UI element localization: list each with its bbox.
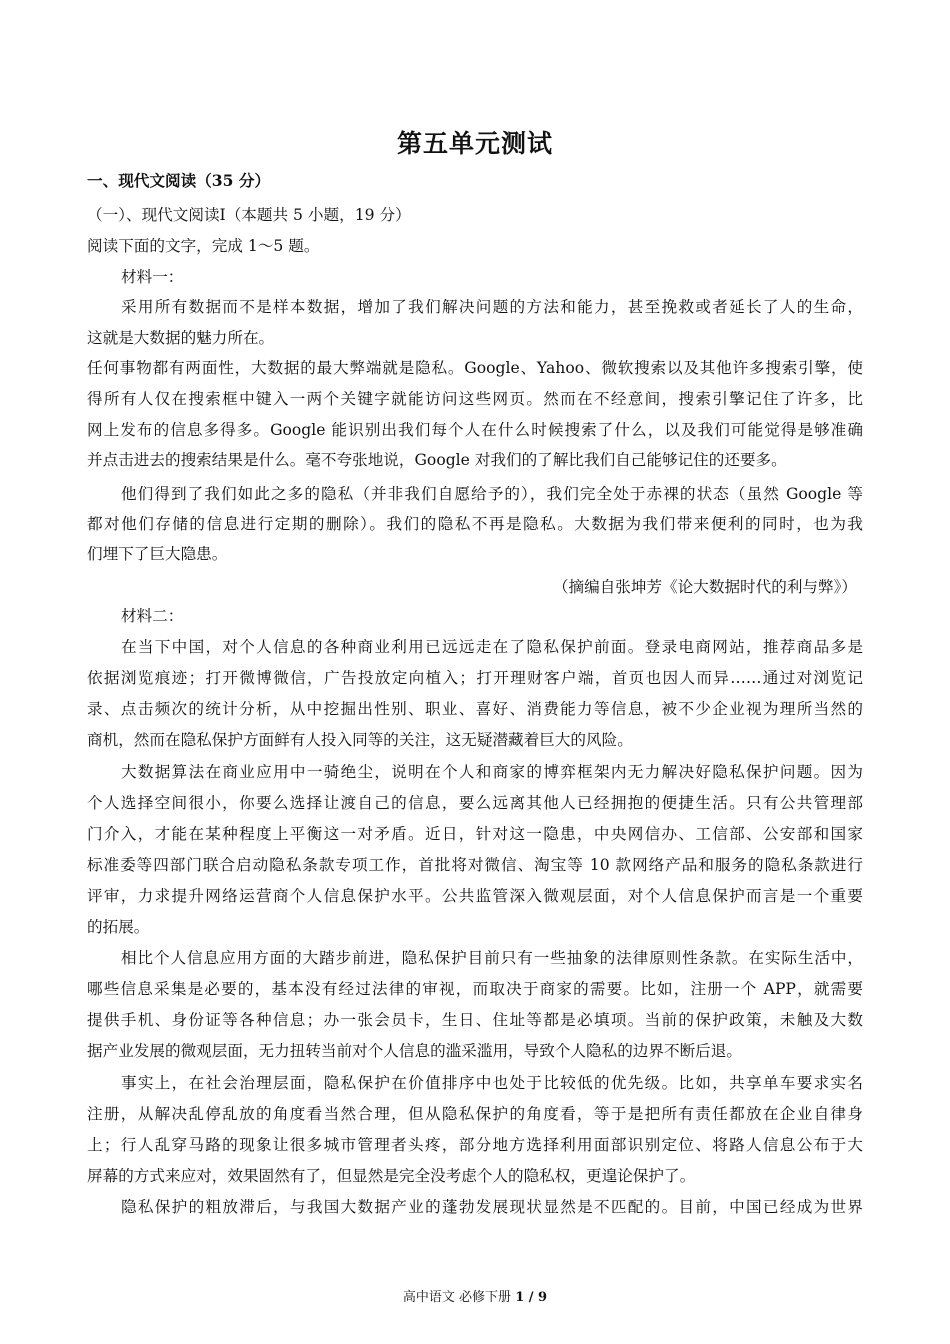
- page-footer: [0, 1286, 950, 1305]
- paragraph-line: 们埋下了巨大隐患。: [87, 545, 228, 563]
- subsection-heading: （一）、现代文阅读Ⅰ（本题共 5 小题，19 分）: [87, 206, 411, 224]
- paragraph-line: 事实上，在社会治理层面，隐私保护在价值排序中也处于比较低的优先级。比如，共享单车要求实名: [121, 1074, 863, 1092]
- page-number: 1 / 9: [515, 1290, 548, 1305]
- paragraph-line: 依据浏览痕迹；打开微博微信，广告投放定向植入；打开理财客户端，首页也因人而异……通过对浏览记: [87, 669, 863, 687]
- paragraph-line: 隐私保护的粗放滞后，与我国大数据产业的蓬勃发展现状显然是不匹配的。目前，中国已经成为世界: [121, 1198, 863, 1216]
- paragraph-line: 上；行人乱穿马路的现象让很多城市管理者头疼，部分地方选择利用面部识别定位、将路人信息公布于大: [87, 1136, 863, 1154]
- paragraph-line: 任何事物都有两面性，大数据的最大弊端就是隐私。Google、Yahoo、微软搜索以及其他许多搜索引擎，使: [87, 359, 863, 377]
- paragraph-line: 据产业发展的微观层面，无力扭转当前对个人信息的滥采滥用，导致个人隐私的边界不断后退。: [87, 1042, 742, 1060]
- paragraph-line: 评审，力求提升网络运营商个人信息保护水平。公共监管深入微观层面，对个人信息保护而言是一个重要: [87, 887, 863, 905]
- paragraph-line: 哪些信息采集是必要的，基本没有经过法律的审视，而取决于商家的需要。比如，注册一个 APP，就需要: [87, 980, 863, 998]
- paragraph-line: 门介入，才能在某种程度上平衡这一对矛盾。近日，针对这一隐患，中央网信办、工信部、公安部和国家: [87, 825, 863, 843]
- section-heading: 一、现代文阅读（35 分）: [87, 171, 271, 190]
- material-two-label: 材料二：: [121, 607, 184, 625]
- paragraph-line: 相比个人信息应用方面的大踏步前进，隐私保护目前只有一些抽象的法律原则性条款。在实际生活中，: [121, 949, 863, 967]
- paragraph-line: 商机，然而在隐私保护方面鲜有人投入同等的关注，这无疑潜藏着巨大的风险。: [87, 731, 633, 749]
- paragraph-line: 他们得到了我们如此之多的隐私（并非我们自愿给予的），我们完全处于赤裸的状态（虽然 Google 等: [121, 485, 863, 503]
- paragraph-line: 并点击进去的搜索结果是什么。毫不夸张地说，Google 对我们的了解比我们自己能够记住的还要多。: [87, 451, 787, 469]
- paragraph-line: 采用所有数据而不是样本数据，增加了我们解决问题的方法和能力，甚至挽救或者延长了人的生命，: [121, 298, 863, 316]
- paragraph-line: 提供手机、身份证等各种信息；办一张会员卡，生日、住址等都是必填项。当前的保护政策，未触及大数: [87, 1011, 863, 1029]
- paragraph-line: 录、点击频次的统计分析，从中挖掘出性别、职业、喜好、消费能力等信息，被不少企业视为理所当然的: [87, 700, 863, 718]
- paragraph-line: 标准委等四部门联合启动隐私条款专项工作，首批将对微信、淘宝等 10 款网络产品和服务的隐私条款进行: [87, 856, 863, 874]
- page-title: 第五单元测试: [396, 129, 553, 158]
- paragraph-line: 网上发布的信息多得多。Google 能识别出我们每个人在什么时候搜索了什么，以及我们可能觉得是够准确: [87, 421, 863, 439]
- paragraph-line: 的拓展。: [87, 918, 150, 936]
- paragraph-line: 屏幕的方式来应对，效果固然有了，但显然是完全没考虑个人的隐私权，更遑论保护了。: [87, 1167, 696, 1185]
- paragraph-line: 注册，从解决乱停乱放的角度看当然合理，但从隐私保护的角度看，等于是把所有责任都放在企业自律身: [87, 1105, 863, 1123]
- instruction-text: 阅读下面的文字，完成 1～5 题。: [87, 237, 320, 255]
- paragraph-line: 大数据算法在商业应用中一骑绝尘，说明在个人和商家的博弈框架内无力解决好隐私保护问题。因为: [121, 763, 863, 781]
- material-one-label: 材料一：: [121, 268, 184, 286]
- paragraph-line: 个人选择空间很小，你要么选择让渡自己的信息，要么远离其他人已经拥抱的便捷生活。只有公共管理部: [87, 794, 863, 812]
- paragraph-line: 都对他们存储的信息进行定期的删除）。我们的隐私不再是隐私。大数据为我们带来便利的同时，也为我: [87, 515, 863, 533]
- source-citation: （摘编自张坤芳《论大数据时代的利与弊》）: [552, 578, 857, 596]
- footer-text: 高中语文 必修下册: [402, 1290, 516, 1305]
- paragraph-line: 在当下中国，对个人信息的各种商业利用已远远走在了隐私保护前面。登录电商网站，推荐商品多是: [121, 638, 863, 656]
- paragraph-line: 这就是大数据的魅力所在。: [87, 329, 275, 347]
- paragraph-line: 得所有人仅在搜索框中键入一两个关键字就能访问这些网页。然而在不经意间，搜索引擎记住了许多，比: [87, 390, 863, 408]
